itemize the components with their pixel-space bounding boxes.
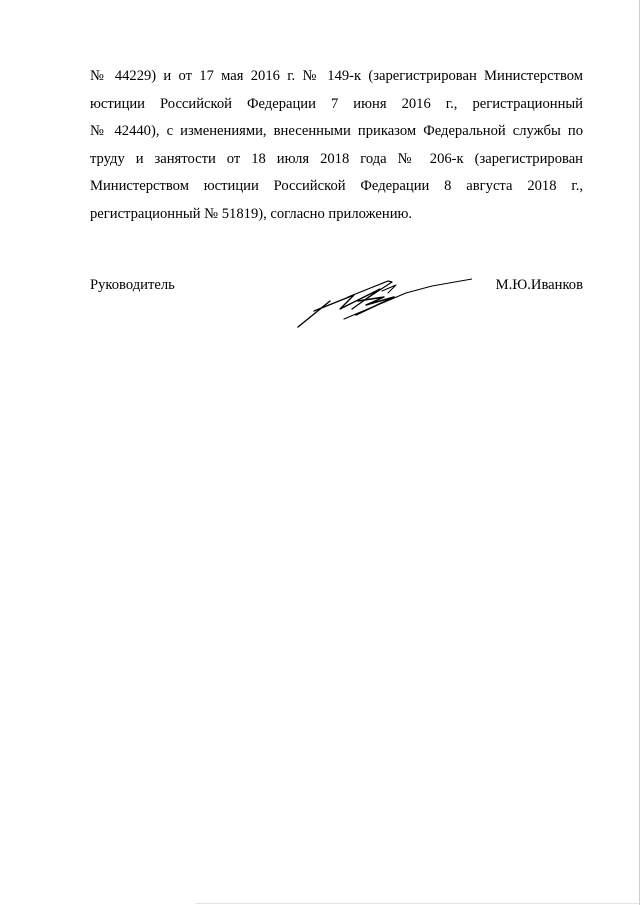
signer-position: Руководитель [90,277,175,293]
paragraph-line: труду и занятости от 18 июля 2018 года № 206-к (зарегистрирован [90,150,583,167]
document-paragraph [90,63,583,228]
paragraph-line: № 44229) и от 17 мая 2016 г. № 149-к (зарегистрирован Министерством [90,68,583,84]
paragraph-line: регистрационный № 51819), согласно приложению. [90,205,413,222]
signer-name: М.Ю.Иванков [495,277,583,293]
handwritten-signature-icon [296,275,472,335]
signature-block [90,275,583,345]
paragraph-line: Министерством юстиции Российской Федерации 8 августа 2018 г., [90,178,583,194]
paragraph-line: юстиции Российской Федерации 7 июня 2016 г., регистрационный [90,95,583,112]
paragraph-line: № 42440), с изменениями, внесенными приказом Федеральной службы по [90,123,583,139]
